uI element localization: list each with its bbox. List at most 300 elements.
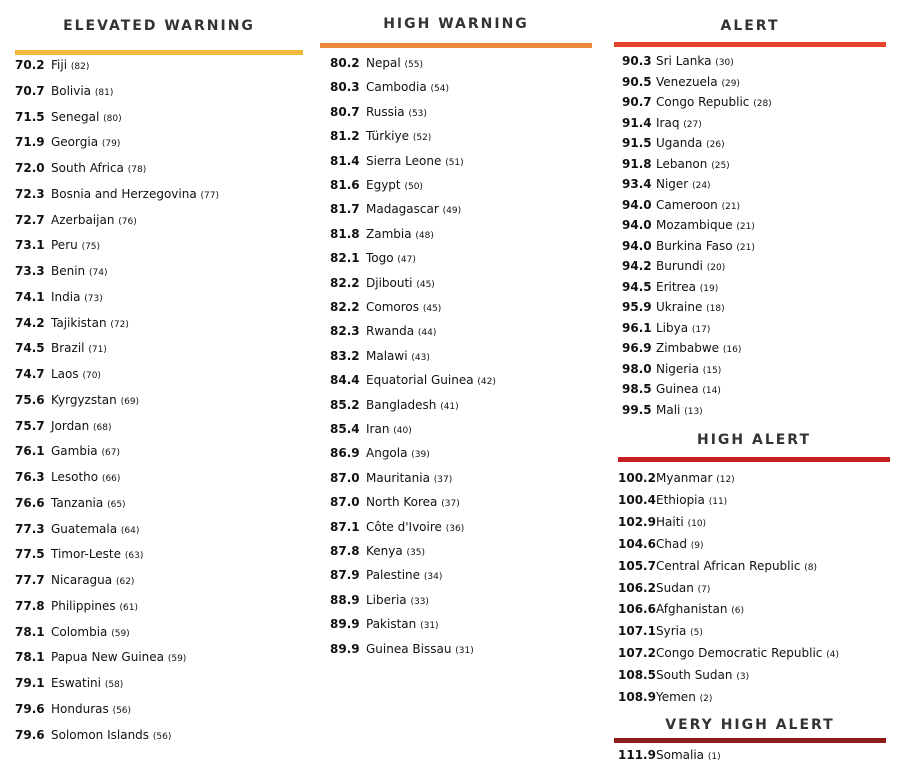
country-name: South Africa <box>51 161 124 175</box>
fsi-score: 81.7 <box>330 202 360 217</box>
country-rank: (35) <box>406 548 426 558</box>
country-name: Solomon Islands <box>51 727 150 742</box>
country-rank: (63) <box>124 551 144 562</box>
fsi-score: 70.2 <box>15 58 45 72</box>
country-row <box>622 299 725 317</box>
country-rank: (48) <box>415 230 434 241</box>
fsi-score: 81.2 <box>330 129 360 144</box>
country-rank: (56) <box>112 705 132 716</box>
country-row <box>15 392 139 410</box>
country-name: Guinea Bissau <box>366 641 452 656</box>
country-rank: (17) <box>691 324 711 335</box>
country-name: Comoros <box>366 300 420 314</box>
country-name: Chad <box>656 536 687 551</box>
country-row <box>330 470 452 488</box>
country-rank: (43) <box>411 352 430 363</box>
country-row <box>622 238 755 256</box>
country-row <box>330 567 442 585</box>
country-name: Bangladesh <box>366 397 437 412</box>
country-name: Eritrea <box>656 279 696 294</box>
country-row <box>622 74 740 92</box>
country-rank: (21) <box>721 201 741 212</box>
fsi-score: 85.2 <box>330 397 360 412</box>
fsi-score: 74.5 <box>15 341 45 356</box>
country-name: Senegal <box>51 109 100 124</box>
country-rank: (1) <box>707 752 721 762</box>
country-row <box>330 592 429 610</box>
country-name: Madagascar <box>366 202 439 217</box>
fsi-score: 90.7 <box>622 95 652 109</box>
country-row <box>622 176 711 194</box>
fsi-score: 93.4 <box>622 177 652 191</box>
country-row <box>330 250 416 268</box>
country-row <box>618 601 744 619</box>
country-name: Uganda <box>656 136 703 150</box>
country-row <box>618 558 817 576</box>
country-rank: (70) <box>82 371 101 381</box>
country-row <box>15 443 120 461</box>
country-rank: (76) <box>118 216 137 227</box>
fsi-score: 78.1 <box>15 650 45 665</box>
country-rank: (36) <box>445 523 465 534</box>
country-name: Pakistan <box>366 617 417 632</box>
country-name: Zimbabwe <box>656 341 720 355</box>
fsi-score: 91.8 <box>622 156 652 171</box>
country-name: Palestine <box>366 568 421 583</box>
fsi-score: 107.1 <box>618 624 656 639</box>
fsi-score: 85.4 <box>330 422 360 436</box>
fsi-score: 80.7 <box>330 104 360 119</box>
country-name: Gambia <box>51 444 98 459</box>
country-row <box>330 226 434 244</box>
country-name: Lebanon <box>656 156 708 171</box>
country-row <box>15 649 186 667</box>
country-row <box>330 275 435 293</box>
country-name: Angola <box>366 446 408 461</box>
country-name: Georgia <box>51 135 99 150</box>
fsi-score: 90.5 <box>622 74 652 89</box>
country-rank: (28) <box>753 99 772 109</box>
high-warning-heading: HIGH WARNING <box>383 16 529 32</box>
country-name: Honduras <box>51 701 109 716</box>
country-rank: (5) <box>690 628 703 639</box>
fsi-score: 94.2 <box>622 259 652 273</box>
country-name: Congo Democratic Republic <box>656 646 823 661</box>
country-name: Cambodia <box>366 80 427 95</box>
country-name: Afghanistan <box>656 602 728 617</box>
country-name: Fiji <box>51 58 68 72</box>
country-rank: (4) <box>826 650 839 661</box>
country-name: Papua New Guinea <box>51 650 165 665</box>
alert-bar <box>614 42 886 47</box>
country-row <box>330 79 449 97</box>
country-name: Myanmar <box>656 471 713 485</box>
country-row <box>330 421 412 439</box>
country-name: Brazil <box>51 341 85 356</box>
country-rank: (66) <box>101 474 121 484</box>
country-name: Togo <box>366 251 394 266</box>
country-name: Bolivia <box>51 83 92 98</box>
country-rank: (82) <box>70 62 90 72</box>
very-high-alert-bar <box>614 738 886 743</box>
country-name: Türkiye <box>366 129 409 144</box>
country-name: Benin <box>51 264 86 278</box>
country-row <box>15 83 113 101</box>
country-row <box>15 109 122 127</box>
country-name: Burkina Faso <box>656 238 733 253</box>
country-row <box>15 186 219 204</box>
country-rank: (31) <box>455 645 474 656</box>
fsi-score: 94.5 <box>622 279 652 294</box>
country-rank: (54) <box>430 84 449 95</box>
fsi-score: 106.2 <box>618 580 656 595</box>
fsi-score: 100.2 <box>618 471 656 485</box>
country-name: Venezuela <box>656 74 718 89</box>
country-row <box>15 546 143 564</box>
fsi-score: 91.4 <box>622 115 652 130</box>
country-name: Ethiopia <box>656 492 705 507</box>
country-row <box>15 572 134 590</box>
country-row <box>330 372 496 390</box>
country-rank: (21) <box>736 242 755 253</box>
country-rank: (58) <box>104 680 124 690</box>
country-name: Mali <box>656 402 681 417</box>
country-name: Colombia <box>51 624 108 639</box>
country-name: Mauritania <box>366 470 430 485</box>
country-rank: (33) <box>410 596 429 607</box>
fsi-score: 80.3 <box>330 80 360 95</box>
country-row <box>622 402 703 420</box>
fsi-score: 108.5 <box>618 668 656 683</box>
country-row <box>330 323 436 341</box>
fsi-score: 71.9 <box>15 135 45 150</box>
country-name: Libya <box>656 320 689 335</box>
country-name: Eswatini <box>51 676 101 690</box>
country-name: Sudan <box>656 580 694 595</box>
country-name: Kenya <box>366 544 403 558</box>
fsi-score: 76.1 <box>15 444 45 459</box>
fsi-score: 75.7 <box>15 418 45 433</box>
country-row <box>330 641 474 659</box>
fsi-score: 73.3 <box>15 264 45 278</box>
country-rank: (27) <box>683 119 702 130</box>
country-row <box>618 580 710 598</box>
fsi-score: 89.9 <box>330 617 360 632</box>
country-rank: (67) <box>101 448 120 459</box>
country-row <box>330 616 439 634</box>
country-row <box>330 153 464 171</box>
country-rank: (75) <box>81 242 101 253</box>
country-row <box>15 469 120 487</box>
country-rank: (50) <box>404 182 423 192</box>
country-rank: (3) <box>736 672 750 683</box>
fsi-score: 73.1 <box>15 238 45 253</box>
country-name: Guinea <box>656 382 699 396</box>
country-rank: (11) <box>708 496 728 507</box>
country-name: Djibouti <box>366 275 413 290</box>
country-rank: (78) <box>127 165 147 175</box>
fsi-score: 79.1 <box>15 676 45 690</box>
country-name: Central African Republic <box>656 558 801 573</box>
country-row <box>330 445 430 463</box>
country-rank: (49) <box>442 206 462 217</box>
country-row <box>330 397 459 415</box>
country-name: Liberia <box>366 592 407 607</box>
country-rank: (26) <box>706 140 725 150</box>
country-rank: (8) <box>804 562 818 573</box>
country-rank: (51) <box>445 157 464 168</box>
country-row <box>330 104 427 122</box>
country-rank: (18) <box>706 304 725 314</box>
country-rank: (61) <box>119 602 138 613</box>
country-name: Russia <box>366 104 405 119</box>
country-row <box>622 361 721 379</box>
country-rank: (73) <box>84 293 103 304</box>
country-row <box>622 381 721 399</box>
country-rank: (81) <box>94 87 114 98</box>
country-rank: (69) <box>120 396 140 407</box>
country-row <box>622 135 725 153</box>
country-rank: (16) <box>722 345 742 355</box>
country-row <box>618 667 749 685</box>
country-row <box>15 598 138 616</box>
fsi-score: 87.9 <box>330 568 360 583</box>
country-rank: (30) <box>715 58 734 68</box>
country-row <box>15 315 129 333</box>
country-name: Ukraine <box>656 300 703 314</box>
fsi-score: 82.2 <box>330 300 360 314</box>
country-rank: (44) <box>417 328 437 339</box>
country-rank: (37) <box>441 499 460 510</box>
elevated-warning-heading: ELEVATED WARNING <box>63 18 255 34</box>
country-rank: (2) <box>699 694 713 704</box>
country-rank: (12) <box>716 475 735 485</box>
country-rank: (59) <box>167 654 187 665</box>
country-row <box>15 675 123 693</box>
fsi-score: 81.6 <box>330 178 360 192</box>
country-rank: (10) <box>687 518 707 529</box>
country-row <box>622 258 725 276</box>
country-row <box>622 94 772 112</box>
fsi-score: 72.7 <box>15 212 45 227</box>
fsi-score: 107.2 <box>618 646 656 661</box>
fsi-score: 77.8 <box>15 598 45 613</box>
country-name: India <box>51 289 81 304</box>
country-rank: (52) <box>412 133 432 144</box>
country-rank: (64) <box>120 525 140 536</box>
country-row <box>330 299 441 317</box>
country-rank: (80) <box>103 113 122 124</box>
fsi-score: 75.6 <box>15 392 45 407</box>
country-row <box>330 128 431 146</box>
fsi-score: 102.9 <box>618 514 656 529</box>
fsi-score: 79.6 <box>15 701 45 716</box>
country-row <box>15 701 131 719</box>
country-rank: (55) <box>404 60 423 70</box>
country-row <box>15 134 120 152</box>
fsi-score: 87.1 <box>330 519 360 534</box>
country-rank: (13) <box>684 406 703 417</box>
country-name: Côte d'Ivoire <box>366 519 442 534</box>
country-rank: (21) <box>736 222 755 232</box>
country-name: Philippines <box>51 598 116 613</box>
country-rank: (20) <box>706 263 726 273</box>
fsi-score: 89.9 <box>330 641 360 656</box>
country-row <box>15 57 89 75</box>
country-rank: (9) <box>690 540 704 551</box>
fsi-score: 78.1 <box>15 624 45 639</box>
country-name: Laos <box>51 367 79 381</box>
fsi-score: 83.2 <box>330 348 360 363</box>
country-row <box>622 115 702 133</box>
country-rank: (37) <box>433 474 453 485</box>
country-rank: (65) <box>107 499 126 510</box>
country-rank: (42) <box>477 377 496 388</box>
country-row <box>618 689 712 707</box>
country-row <box>618 747 721 765</box>
fsi-score: 87.0 <box>330 470 360 485</box>
fsi-score: 104.6 <box>618 536 656 551</box>
country-row <box>622 197 740 215</box>
country-row <box>330 177 423 195</box>
country-row <box>330 494 460 512</box>
fsi-score: 81.4 <box>330 153 360 168</box>
fsi-score: 72.3 <box>15 186 45 201</box>
country-row <box>15 263 107 281</box>
country-row <box>618 470 735 488</box>
country-rank: (7) <box>697 584 711 595</box>
country-rank: (45) <box>422 304 442 314</box>
country-name: Guatemala <box>51 521 118 536</box>
country-row <box>15 160 146 178</box>
country-name: Nepal <box>366 56 401 70</box>
country-row <box>15 418 112 436</box>
country-name: Zambia <box>366 226 412 241</box>
country-name: Rwanda <box>366 324 415 339</box>
country-name: Malawi <box>366 348 408 363</box>
fsi-score: 94.0 <box>622 218 652 232</box>
country-name: Sri Lanka <box>656 54 712 68</box>
country-name: South Sudan <box>656 668 733 683</box>
fsi-score: 94.0 <box>622 238 652 253</box>
country-rank: (29) <box>721 78 740 89</box>
country-row <box>622 217 755 235</box>
country-rank: (6) <box>731 606 745 617</box>
alert-heading: ALERT <box>720 18 780 34</box>
country-name: Niger <box>656 177 689 191</box>
country-rank: (59) <box>111 628 130 639</box>
country-row <box>15 366 101 384</box>
country-name: Congo Republic <box>656 95 750 109</box>
country-row <box>330 543 425 561</box>
country-row <box>618 623 703 641</box>
country-row <box>622 340 741 358</box>
fsi-score: 91.5 <box>622 136 652 150</box>
fsi-score: 74.2 <box>15 315 45 330</box>
country-name: North Korea <box>366 495 438 510</box>
fsi-score: 99.5 <box>622 402 652 417</box>
fsi-score: 96.9 <box>622 341 652 355</box>
country-rank: (45) <box>416 279 435 290</box>
country-rank: (34) <box>423 572 443 583</box>
country-row <box>15 212 137 230</box>
country-name: Egypt <box>366 178 401 192</box>
country-name: Haiti <box>656 514 684 529</box>
high-warning-bar <box>320 43 592 48</box>
fsi-score: 76.6 <box>15 495 45 510</box>
fsi-score: 81.8 <box>330 226 360 241</box>
country-name: Tanzania <box>51 495 104 510</box>
country-name: Azerbaijan <box>51 212 115 227</box>
country-row <box>330 55 423 73</box>
country-rank: (14) <box>702 386 721 396</box>
fsi-score: 79.6 <box>15 727 45 742</box>
country-name: Peru <box>51 238 78 253</box>
fsi-score: 111.9 <box>618 748 656 762</box>
fsi-score: 72.0 <box>15 161 45 175</box>
fsi-score: 80.2 <box>330 56 360 70</box>
country-name: Iran <box>366 422 390 436</box>
country-row <box>622 279 718 297</box>
fsi-score: 77.5 <box>15 547 45 562</box>
country-rank: (47) <box>397 255 416 266</box>
country-row <box>330 348 430 366</box>
country-row <box>618 514 706 532</box>
country-rank: (79) <box>101 139 121 150</box>
fsi-score: 100.4 <box>618 492 656 507</box>
country-name: Cameroon <box>656 197 718 212</box>
fsi-score: 87.8 <box>330 544 360 558</box>
country-name: Somalia <box>656 748 705 762</box>
country-row <box>15 727 171 745</box>
country-rank: (19) <box>699 283 719 294</box>
fsi-score: 87.0 <box>330 495 360 510</box>
country-rank: (24) <box>692 181 711 191</box>
country-rank: (77) <box>200 190 220 201</box>
fsi-score: 77.7 <box>15 573 45 587</box>
country-row <box>618 645 839 663</box>
country-name: Nigeria <box>656 361 699 376</box>
country-rank: (39) <box>411 450 430 461</box>
country-name: Nicaragua <box>51 573 113 587</box>
fsi-score: 105.7 <box>618 558 656 573</box>
country-rank: (74) <box>89 268 108 278</box>
country-rank: (31) <box>420 621 439 632</box>
country-rank: (71) <box>88 345 107 356</box>
elevated-warning-bar <box>15 50 303 55</box>
fsi-score: 106.6 <box>618 602 656 617</box>
fsi-score: 98.0 <box>622 361 652 376</box>
fsi-score: 82.3 <box>330 324 360 339</box>
country-name: Syria <box>656 624 687 639</box>
fsi-score: 82.2 <box>330 275 360 290</box>
country-row <box>622 320 710 338</box>
country-name: Tajikistan <box>51 315 107 330</box>
country-row <box>15 289 103 307</box>
country-name: Burundi <box>656 259 703 273</box>
country-name: Sierra Leone <box>366 153 442 168</box>
fsi-score: 95.9 <box>622 300 652 314</box>
country-rank: (25) <box>711 160 730 171</box>
country-row <box>622 53 734 71</box>
fsi-score: 90.3 <box>622 54 652 68</box>
country-name: Mozambique <box>656 218 733 232</box>
country-rank: (72) <box>110 319 129 330</box>
country-row <box>618 492 727 510</box>
country-rank: (40) <box>393 426 412 436</box>
country-row <box>622 156 730 174</box>
fsi-score: 82.1 <box>330 251 360 266</box>
